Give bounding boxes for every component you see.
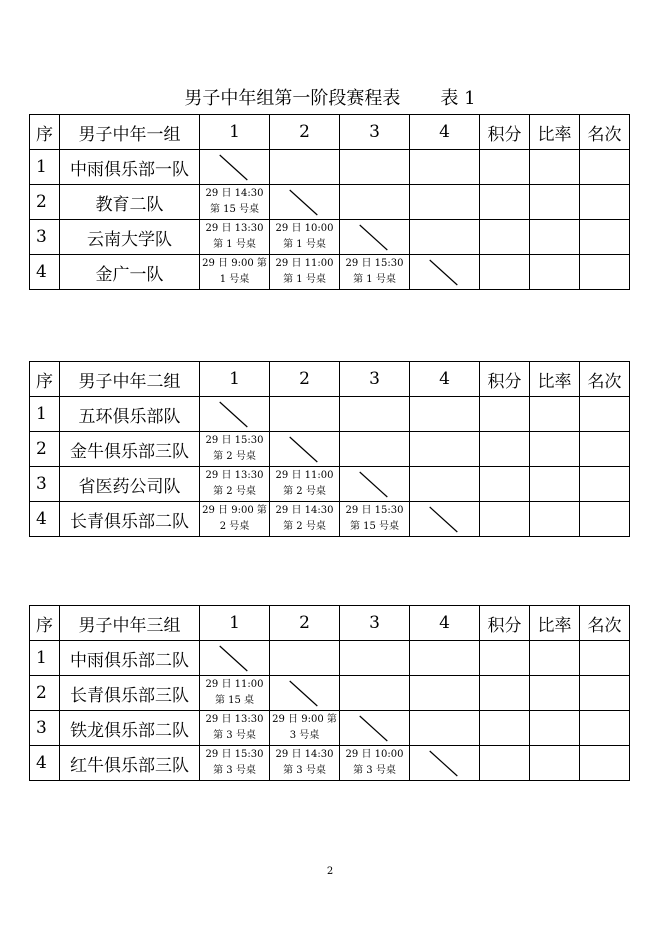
team-seq: 4 (30, 746, 60, 781)
match-table: 第 2 号桌 (213, 451, 256, 462)
header-points: 积分 (480, 362, 530, 397)
empty-cell (340, 185, 410, 220)
match-schedule-cell (270, 255, 340, 290)
team-seq: 4 (30, 255, 60, 290)
match-schedule-cell (340, 746, 410, 781)
match-time: 29 日 13:30 (205, 223, 264, 234)
team-name: 五环俱乐部队 (60, 397, 200, 432)
empty-cell (410, 150, 480, 185)
diagonal-slash-icon (410, 746, 479, 780)
header-col-4: 4 (410, 115, 480, 150)
team-seq: 4 (30, 502, 60, 537)
page-title-text: 男子中年组第一阶段赛程表 (184, 88, 401, 109)
header-seq: 序 (30, 606, 60, 641)
header-col-2: 2 (270, 115, 340, 150)
rank-cell (580, 676, 630, 711)
ratio-cell (530, 185, 580, 220)
ratio-cell (530, 502, 580, 537)
empty-cell (410, 711, 480, 746)
table-row (30, 746, 630, 781)
match-table: 第 1 号桌 (213, 239, 256, 250)
team-name: 省医药公司队 (60, 467, 200, 502)
header-row (30, 362, 630, 397)
header-row (30, 606, 630, 641)
match-table: 第 3 号桌 (213, 730, 256, 741)
diagonal-slash-icon (340, 711, 409, 745)
rank-cell (580, 746, 630, 781)
match-time: 29 日 9:00 第 (272, 714, 337, 725)
team-name: 红牛俱乐部三队 (60, 746, 200, 781)
header-col-1: 1 (200, 115, 270, 150)
match-schedule-cell (200, 185, 270, 220)
header-group-name: 男子中年一组 (60, 115, 200, 150)
header-col-4: 4 (410, 362, 480, 397)
diagonal-slash-icon (340, 220, 409, 254)
rank-cell (580, 255, 630, 290)
team-name: 金广一队 (60, 255, 200, 290)
match-table: 第 2 号桌 (283, 486, 326, 497)
diagonal-slash-cell (340, 467, 410, 502)
rank-cell (580, 467, 630, 502)
team-name: 长青俱乐部二队 (60, 502, 200, 537)
match-time: 29 日 13:30 (205, 470, 264, 481)
header-row (30, 115, 630, 150)
match-schedule-cell (200, 432, 270, 467)
match-schedule-cell (270, 746, 340, 781)
table-row (30, 502, 630, 537)
points-cell (480, 746, 530, 781)
points-cell (480, 220, 530, 255)
header-seq: 序 (30, 362, 60, 397)
match-table: 第 15 号桌 (349, 521, 400, 532)
diagonal-slash-cell (200, 150, 270, 185)
match-time: 29 日 9:00 第 (202, 505, 267, 516)
header-col-1: 1 (200, 606, 270, 641)
team-seq: 2 (30, 432, 60, 467)
match-schedule-cell (200, 220, 270, 255)
match-schedule-cell (200, 502, 270, 537)
rank-cell (580, 185, 630, 220)
header-points: 积分 (480, 606, 530, 641)
header-ratio: 比率 (530, 606, 580, 641)
match-schedule-cell (270, 502, 340, 537)
table-row (30, 676, 630, 711)
empty-cell (270, 397, 340, 432)
match-schedule-cell (270, 467, 340, 502)
empty-cell (340, 397, 410, 432)
diagonal-slash-icon (410, 255, 479, 289)
empty-cell (340, 676, 410, 711)
diagonal-slash-cell (270, 432, 340, 467)
match-time: 29 日 14:30 (205, 188, 264, 199)
ratio-cell (530, 255, 580, 290)
match-time: 29 日 11:00 (275, 470, 334, 481)
team-seq: 1 (30, 397, 60, 432)
table-row (30, 432, 630, 467)
team-seq: 1 (30, 150, 60, 185)
header-col-4: 4 (410, 606, 480, 641)
rank-cell (580, 220, 630, 255)
team-name: 金牛俱乐部三队 (60, 432, 200, 467)
header-col-3: 3 (340, 115, 410, 150)
match-table: 第 3 号桌 (353, 765, 396, 776)
table-row (30, 185, 630, 220)
points-cell (480, 432, 530, 467)
rank-cell (580, 711, 630, 746)
match-time: 29 日 9:00 第 (202, 258, 267, 269)
group-table (29, 361, 630, 537)
diagonal-slash-icon (270, 432, 339, 466)
header-group-name: 男子中年三组 (60, 606, 200, 641)
empty-cell (270, 150, 340, 185)
table-number: 表 1 (440, 88, 476, 109)
ratio-cell (530, 641, 580, 676)
match-time: 29 日 10:00 (345, 749, 404, 760)
diagonal-slash-icon (270, 185, 339, 219)
match-table: 第 1 号桌 (283, 274, 326, 285)
match-table: 第 1 号桌 (353, 274, 396, 285)
team-name: 教育二队 (60, 185, 200, 220)
header-rank: 名次 (580, 115, 630, 150)
rank-cell (580, 397, 630, 432)
match-table: 第 2 号桌 (213, 486, 256, 497)
points-cell (480, 255, 530, 290)
empty-cell (340, 641, 410, 676)
points-cell (480, 397, 530, 432)
diagonal-slash-icon (200, 397, 269, 431)
rank-cell (580, 150, 630, 185)
empty-cell (340, 432, 410, 467)
empty-cell (410, 641, 480, 676)
team-seq: 2 (30, 185, 60, 220)
team-seq: 1 (30, 641, 60, 676)
points-cell (480, 676, 530, 711)
match-table: 第 3 号桌 (283, 765, 326, 776)
ratio-cell (530, 220, 580, 255)
header-seq: 序 (30, 115, 60, 150)
empty-cell (410, 220, 480, 255)
diagonal-slash-icon (200, 641, 269, 675)
table-row (30, 467, 630, 502)
rank-cell (580, 502, 630, 537)
table-row (30, 641, 630, 676)
match-schedule-cell (340, 255, 410, 290)
match-time: 29 日 11:00 (275, 258, 334, 269)
match-schedule-cell (270, 220, 340, 255)
diagonal-slash-cell (410, 746, 480, 781)
match-table: 第 2 号桌 (283, 521, 326, 532)
empty-cell (410, 397, 480, 432)
match-table: 第 15 号桌 (209, 204, 260, 215)
match-time: 29 日 15:30 (345, 258, 404, 269)
group-table (29, 605, 630, 781)
ratio-cell (530, 397, 580, 432)
diagonal-slash-cell (340, 711, 410, 746)
match-time: 29 日 15:30 (205, 435, 264, 446)
empty-cell (410, 467, 480, 502)
points-cell (480, 502, 530, 537)
points-cell (480, 185, 530, 220)
group-table (29, 114, 630, 290)
team-seq: 3 (30, 220, 60, 255)
diagonal-slash-cell (270, 185, 340, 220)
empty-cell (410, 676, 480, 711)
header-points: 积分 (480, 115, 530, 150)
diagonal-slash-cell (200, 641, 270, 676)
match-time: 29 日 15:30 (345, 505, 404, 516)
match-table: 第 3 号桌 (213, 765, 256, 776)
match-schedule-cell (200, 255, 270, 290)
team-seq: 3 (30, 711, 60, 746)
table-row (30, 150, 630, 185)
diagonal-slash-cell (200, 397, 270, 432)
diagonal-slash-icon (270, 676, 339, 710)
diagonal-slash-cell (270, 676, 340, 711)
ratio-cell (530, 150, 580, 185)
empty-cell (340, 150, 410, 185)
match-time: 29 日 10:00 (275, 223, 334, 234)
match-time: 29 日 11:00 (205, 679, 264, 690)
header-col-3: 3 (340, 606, 410, 641)
match-time: 29 日 14:30 (275, 505, 334, 516)
diagonal-slash-cell (410, 502, 480, 537)
table-row (30, 711, 630, 746)
header-col-2: 2 (270, 362, 340, 397)
diagonal-slash-icon (410, 502, 479, 536)
header-group-name: 男子中年二组 (60, 362, 200, 397)
team-seq: 3 (30, 467, 60, 502)
ratio-cell (530, 467, 580, 502)
header-col-2: 2 (270, 606, 340, 641)
points-cell (480, 711, 530, 746)
header-rank: 名次 (580, 606, 630, 641)
header-ratio: 比率 (530, 115, 580, 150)
ratio-cell (530, 676, 580, 711)
match-schedule-cell (270, 711, 340, 746)
match-table: 第 15 桌 (214, 695, 255, 706)
diagonal-slash-cell (410, 255, 480, 290)
ratio-cell (530, 432, 580, 467)
empty-cell (410, 432, 480, 467)
rank-cell (580, 432, 630, 467)
match-schedule-cell (200, 467, 270, 502)
team-seq: 2 (30, 676, 60, 711)
match-table: 2 号桌 (219, 521, 250, 532)
match-schedule-cell (200, 746, 270, 781)
empty-cell (410, 185, 480, 220)
table-row (30, 255, 630, 290)
team-name: 长青俱乐部三队 (60, 676, 200, 711)
table-row (30, 397, 630, 432)
rank-cell (580, 641, 630, 676)
match-schedule-cell (340, 502, 410, 537)
match-time: 29 日 13:30 (205, 714, 264, 725)
ratio-cell (530, 746, 580, 781)
header-rank: 名次 (580, 362, 630, 397)
page-title (0, 86, 660, 112)
match-time: 29 日 15:30 (205, 749, 264, 760)
diagonal-slash-icon (200, 150, 269, 184)
team-name: 中雨俱乐部一队 (60, 150, 200, 185)
match-table: 第 1 号桌 (283, 239, 326, 250)
team-name: 中雨俱乐部二队 (60, 641, 200, 676)
header-col-1: 1 (200, 362, 270, 397)
header-col-3: 3 (340, 362, 410, 397)
diagonal-slash-icon (340, 467, 409, 501)
match-time: 29 日 14:30 (275, 749, 334, 760)
ratio-cell (530, 711, 580, 746)
points-cell (480, 467, 530, 502)
match-schedule-cell (200, 676, 270, 711)
diagonal-slash-cell (340, 220, 410, 255)
points-cell (480, 150, 530, 185)
match-schedule-cell (200, 711, 270, 746)
table-row (30, 220, 630, 255)
match-table: 3 号桌 (289, 730, 320, 741)
points-cell (480, 641, 530, 676)
match-table: 1 号桌 (219, 274, 250, 285)
empty-cell (270, 641, 340, 676)
header-ratio: 比率 (530, 362, 580, 397)
team-name: 铁龙俱乐部二队 (60, 711, 200, 746)
team-name: 云南大学队 (60, 220, 200, 255)
page-number: 2 (326, 866, 334, 877)
